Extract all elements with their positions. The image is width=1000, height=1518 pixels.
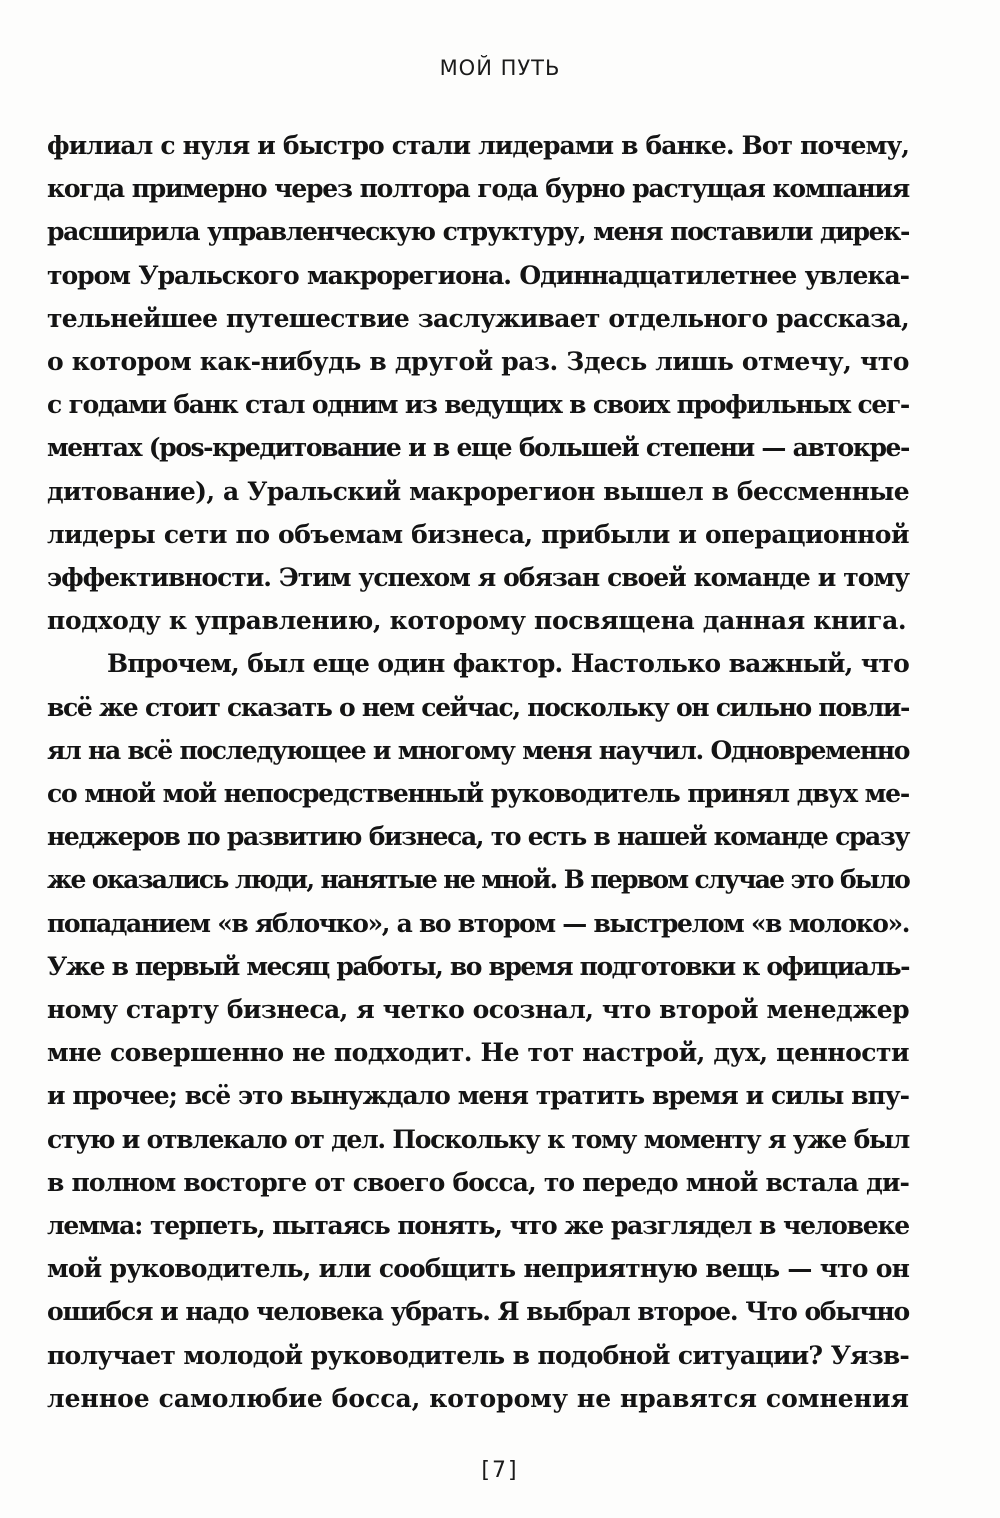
page-number: [7]: [481, 1458, 519, 1483]
text-line: филиал с нуля и быстро стали лидерами в банке. Вот почему,: [47, 131, 909, 160]
text-line: подходу к управлению, которому посвящена данная книга.: [47, 606, 907, 636]
text-line: и прочее; всё это вынуждало меня тратить время и силы впу-: [47, 1081, 909, 1111]
paragraph-2: [47, 642, 909, 1420]
text-line: ял на всё последующее и многому меня научил. Одновременно: [47, 735, 909, 765]
text-line: мне совершенно не подходит. Не тот настрой, дух, ценности: [47, 1038, 909, 1068]
text-line: расширила управленческую структуру, меня поставили дирек-: [47, 217, 909, 247]
text-line: тором Уральского макрорегиона. Одиннадцатилетнее увлека-: [47, 260, 909, 290]
text-line: лемма: терпеть, пытаясь понять, что же разглядел в человеке: [47, 1211, 909, 1241]
text-line: Впрочем, был еще один фактор. Настолько важный, что: [107, 649, 909, 679]
text-line: со мной мой непосредственный руководитель принял двух ме-: [47, 779, 909, 809]
text-line: стую и отвлекало от дел. Поскольку к тому моменту я уже был: [47, 1124, 909, 1154]
text-line: Уже в первый месяц работы, во время подготовки к официаль-: [47, 951, 909, 981]
text-line: с годами банк стал одним из ведущих в своих профильных сег-: [47, 390, 909, 420]
text-line: тельнейшее путешествие заслуживает отдельного рассказа,: [47, 303, 909, 333]
paragraph-1: [47, 124, 909, 642]
text-line: ошибся и надо человека убрать. Я выбрал второе. Что обычно: [47, 1297, 909, 1327]
text-line: неджеров по развитию бизнеса, то есть в нашей команде сразу: [47, 822, 909, 852]
text-line: лидеры сети по объемам бизнеса, прибыли и операционной: [47, 519, 909, 549]
text-line: когда примерно через полтора года бурно растущая компания: [47, 174, 909, 204]
text-line: дитование), а Уральский макрорегион вышел в бессменные: [47, 476, 909, 506]
text-line: ному старту бизнеса, я четко осознал, что второй менеджер: [47, 995, 909, 1025]
text-line: эффективности. Этим успехом я обязан своей команде и тому: [47, 563, 909, 593]
text-line: всё же стоит сказать о нем сейчас, поскольку он сильно повли-: [47, 692, 909, 722]
text-line: мой руководитель, или сообщить неприятную вещь — что он: [47, 1254, 909, 1284]
text-line: попаданием «в яблочко», а во втором — выстрелом «в молоко».: [47, 908, 909, 938]
text-line: о котором как-нибудь в другой раз. Здесь лишь отмечу, что: [47, 347, 909, 377]
text-line: же оказались люди, нанятые не мной. В первом случае это было: [47, 865, 909, 895]
text-line: ленное самолюбие босса, которому не нравятся сомнения: [47, 1383, 909, 1413]
text-line: ментах (pos-кредитование и в еще большей степени — автокре-: [47, 433, 909, 463]
running-head: МОЙ ПУТЬ: [439, 56, 561, 80]
text-line: получает молодой руководитель в подобной ситуации? Уязв-: [47, 1340, 909, 1370]
body-text: [47, 124, 909, 1420]
text-line: в полном восторге от своего босса, то передо мной встала ди-: [47, 1167, 909, 1197]
